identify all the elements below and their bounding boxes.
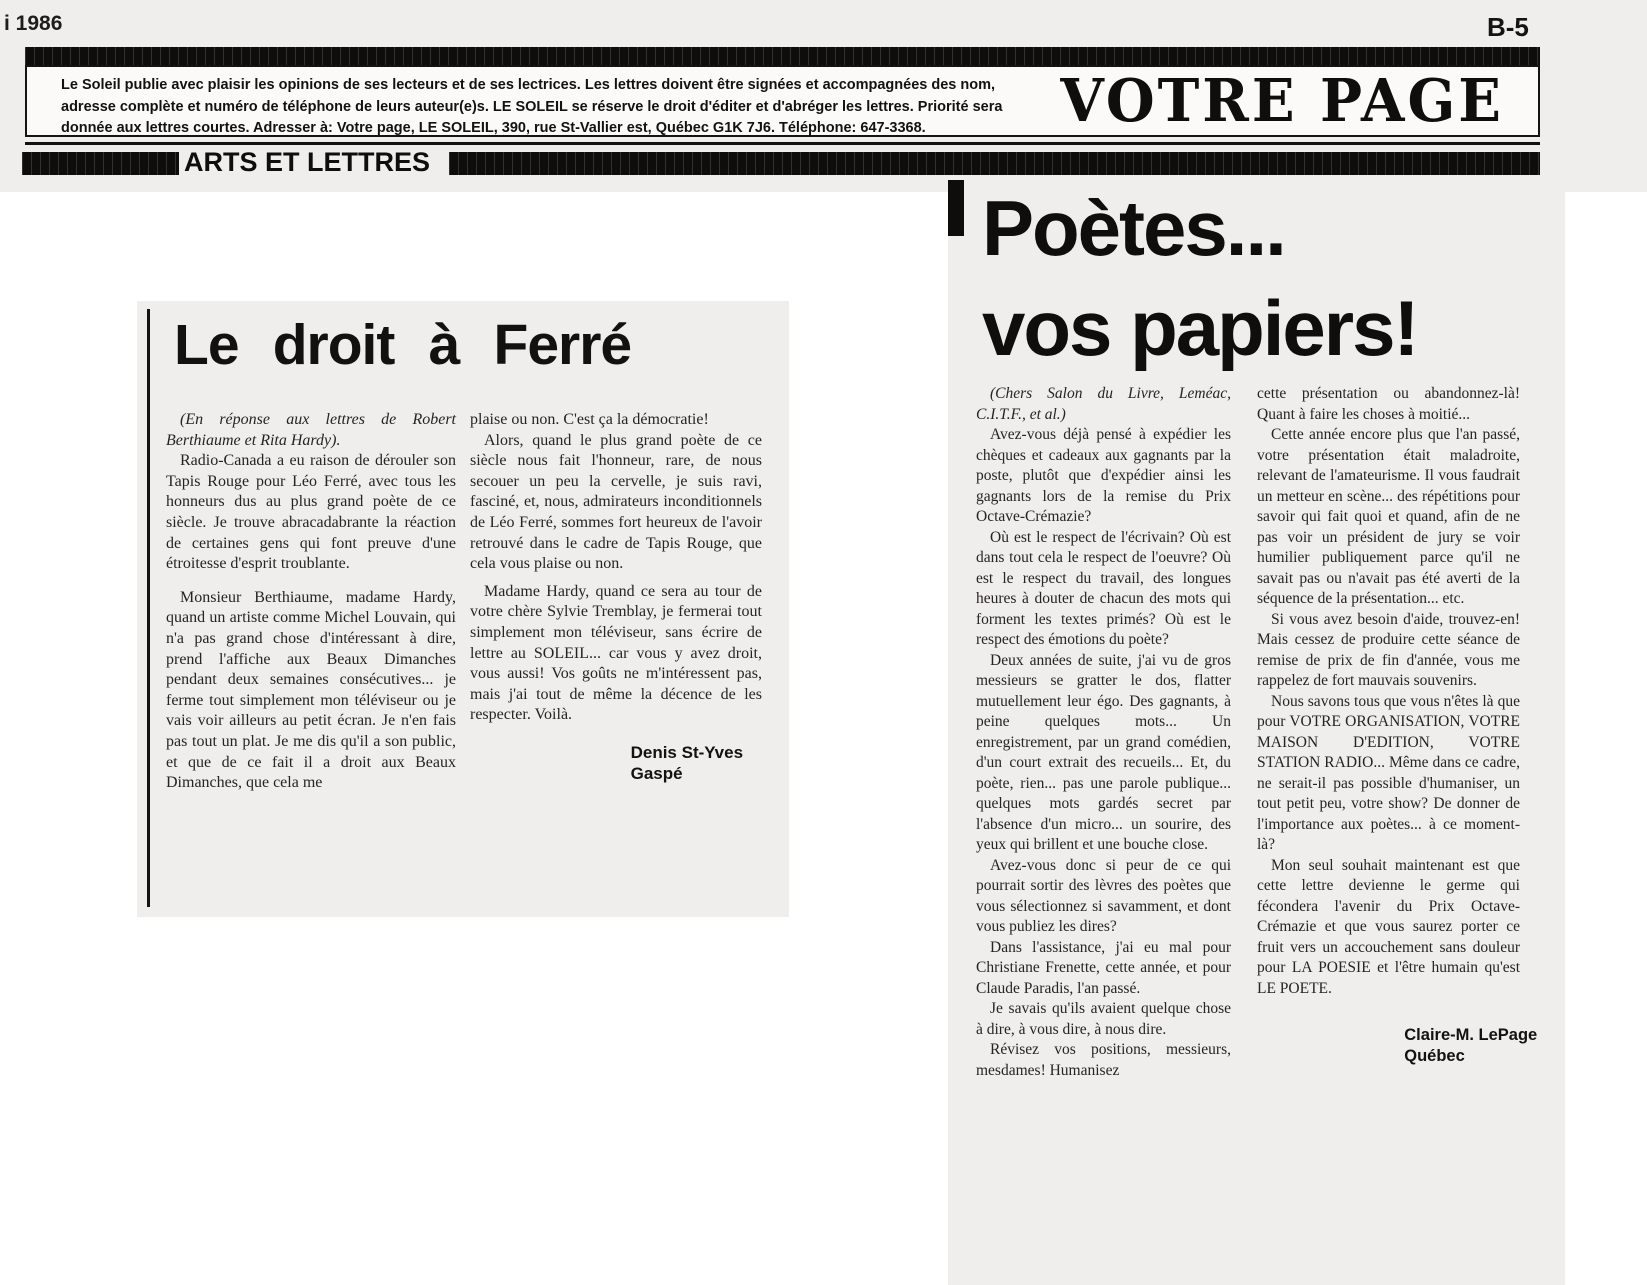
notice-line-1: Le Soleil publie avec plaisir les opinions de ses lecteurs et de ses lectrices. Les lettres doivent être signées et accompagnées des nom, xyxy=(61,77,996,93)
section-bar-right xyxy=(449,152,1540,175)
masthead-title: VOTRE PAGE xyxy=(1060,66,1504,136)
article-1-paragraph: Radio-Canada a eu raison de dérouler son Tapis Rouge pour Léo Ferré, avec tous les honneurs dus au plus grand poète de ce siècle. Je trouve abracadabrante la réaction de certaines gens qui font preuve d'une étroitesse d'esprit troublante. xyxy=(166,452,456,573)
article-2-headline-line-2: vos papiers! xyxy=(982,284,1418,372)
masthead-bottom-rule xyxy=(25,142,1540,145)
article-1-headline: Le droit à Ferré xyxy=(174,313,632,377)
article-1-signature xyxy=(631,742,762,784)
article-2-paragraph: Avez-vous donc si peur de ce qui pourrait sortir des lèvres des poètes que vous sélectionnez si savamment, et dont vous publiez les dires? xyxy=(976,856,1231,935)
edition-date-fragment: i 1986 xyxy=(4,12,63,35)
article-2-paragraph: Cette année encore plus que l'an passé, votre présentation était maladroite, relevant de l'amateurisme. Il vous faudrait un metteur en scène... des répétitions pour savoir qui fait quoi et quand, afin de ne pas voir un président de jury se voir humilier publiquement parce qu'il ne savait pas ou n'avait pas été averti de la séquence de la présentation... etc. xyxy=(1257,426,1520,607)
article-1-column-1 xyxy=(166,410,456,794)
letters-policy-notice xyxy=(61,75,1016,140)
article-2-paragraph: Dans l'assistance, j'ai eu mal pour Christiane Frenette, cette année, et pour Claude Paradis, l'an passé. xyxy=(976,938,1231,997)
notice-line-3: donnée aux lettres courtes. Adresser à: Votre page, LE SOLEIL, 390, rue St-Vallier est, Québec G1K 7J6. Téléphone: 647-3368. xyxy=(61,120,926,136)
article-2-signature-name: Claire-M. LePage xyxy=(1404,1026,1538,1044)
article-2-intro: (Chers Salon du Livre, Leméac, C.I.T.F., et al.) xyxy=(976,385,1231,423)
article-1-paragraph: plaise ou non. C'est ça la démocratie! xyxy=(470,411,709,428)
article-1-paragraph: Monsieur Berthiaume, madame Hardy, quand un artiste comme Michel Louvain, qui n'a pas grand chose d'intéressant à dire, prend l'affiche aux Beaux Dimanches pendant deux semaines consécutives... je ferme tout simplement mon téléviseur ou je vais voir ailleurs au petit écran. Je n'en fais pas tout un plat. Je me dis qu'il a son public, et que de ce fait il a droit aux Beaux Dimanches, que cela me xyxy=(166,588,456,792)
section-bar-left xyxy=(22,152,179,175)
article-2-paragraph: Où est le respect de l'écrivain? Où est dans tout cela le respect de l'oeuvre? Où est le respect du travail, des longues heures à douter de chacun des mots qui forment les textes primés? Où est le respect des émotions du poète? xyxy=(976,528,1231,648)
article-1-paragraph: Alors, quand le plus grand poète de ce siècle nous fait l'honneur, rare, de nous secouer un peu la cervelle, je suis ravi, fasciné, et, nous, admirateurs inconditionnels de Léo Ferré, sommes fort heureux de l'avoir retrouvé dans le cadre de Tapis Rouge, que cela vous plaise ou non. xyxy=(470,431,762,573)
article-2-column-1 xyxy=(976,384,1231,1081)
article-1-signature-place: Gaspé xyxy=(630,763,683,783)
article-2-column-2 xyxy=(1257,384,1538,1067)
section-label: ARTS ET LETTRES xyxy=(184,147,431,177)
masthead-top-bar xyxy=(25,47,1540,65)
article-2-headline xyxy=(982,178,1418,378)
masthead-box xyxy=(25,65,1540,137)
article-2-paragraph: Mon seul souhait maintenant est que cette lettre devienne le germe qui fécondera l'avenir du Prix Octave-Crémazie et que vous saurez porter ce fruit vers un accouchement sans douleur pour LA POESIE et l'être humain qu'est LE POETE. xyxy=(1257,856,1520,997)
article-2-signature xyxy=(1404,1025,1538,1067)
article-2-paragraph: Nous savons tous que vous n'êtes là que pour VOTRE ORGANISATION, VOTRE MAISON D'EDITION, VOTRE STATION RADIO... Même dans ce cadre, ne serait-il pas possible d'humaniser, un tout petit peu, votre show? De donner de l'importance aux poètes... à ce moment-là? xyxy=(1257,692,1520,853)
article-1-column-rule xyxy=(147,309,150,907)
article-2-paragraph: Révisez vos positions, messieurs, mesdames! Humanisez xyxy=(976,1041,1231,1079)
article-2-paragraph: Je savais qu'ils avaient quelque chose à dire, à vous dire, à nous dire. xyxy=(976,1000,1231,1038)
article-2-paragraph: Avez-vous déjà pensé à expédier les chèques et cadeaux aux gagnants par la poste, plutôt que d'expédier ainsi les gagnants lors de la remise du Prix Octave-Crémazie? xyxy=(976,426,1231,525)
article-1-signature-name: Denis St-Yves xyxy=(630,742,744,762)
article-1-column-2 xyxy=(470,410,762,784)
notice-line-2: adresse complète et numéro de téléphone de leurs auteur(e)s. LE SOLEIL se réserve le droit d'éditer et d'abréger les lettres. Priorité sera xyxy=(61,98,1003,115)
page-number: B-5 xyxy=(1487,12,1529,42)
article-2-headline-line-1: Poètes... xyxy=(982,184,1285,272)
article-2-edge-mark xyxy=(948,180,964,236)
article-2-paragraph: Deux années de suite, j'ai vu de gros messieurs se gratter le dos, flatter mutuellement leur égo. Des gagnants, à peine quelques mots... Un enregistrement, par un grand comédien, d'un court extrait des recueils... Et, du poète, rien... pas une parole publique... quelques mots gardés secret par l'absence d'un micro... un sourire, des yeux qui brillent et une bouche close. xyxy=(976,651,1231,853)
article-2-signature-place: Québec xyxy=(1404,1047,1465,1065)
article-2-paragraph: Si vous avez besoin d'aide, trouvez-en! Mais cessez de produire cette séance de remise de prix de fin d'année, vous me rappelez de fort mauvais souvenirs. xyxy=(1257,610,1520,689)
article-1-paragraph: Madame Hardy, quand ce sera au tour de votre chère Sylvie Tremblay, je fermerai tout simplement mon téléviseur, sans écrire de lettre au SOLEIL... car vous y avez droit, vous aussi! Vos goûts ne m'intéressent pas, mais j'ai tout de même la décence de les respecter. Voilà. xyxy=(470,582,762,724)
article-2-paragraph: cette présentation ou abandonnez-là! Quant à faire les choses à moitié... xyxy=(1257,385,1520,423)
article-1-intro: (En réponse aux lettres de Robert Berthiaume et Rita Hardy). xyxy=(166,411,456,449)
